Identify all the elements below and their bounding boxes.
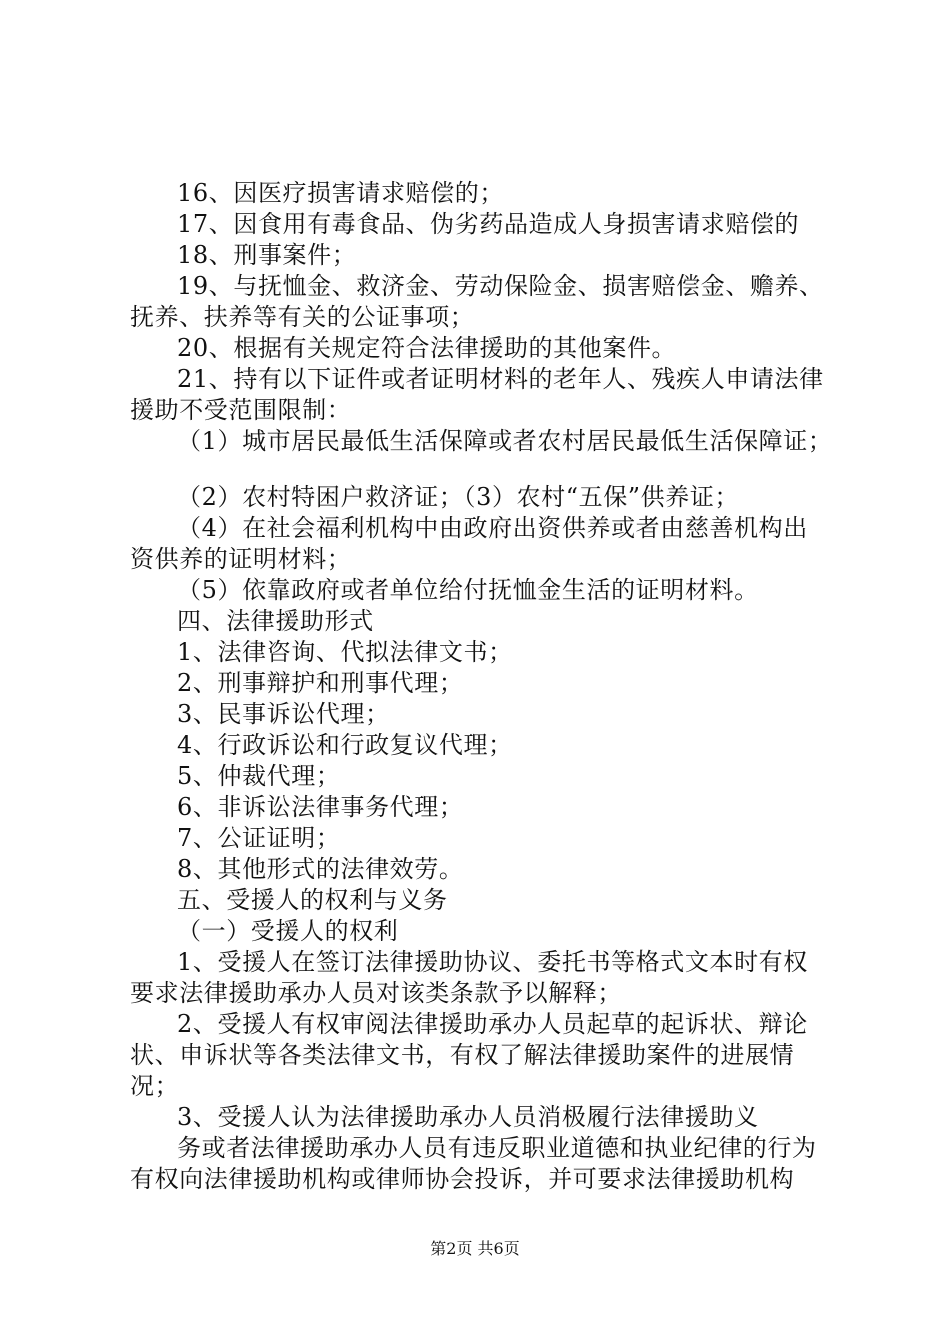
section-heading: 五、受援人的权利与义务 (177, 886, 448, 914)
text-line: 要求法律援助承办人员对该类条款予以解释； (130, 979, 622, 1007)
text-line: 8、其他形式的法律效劳。 (177, 855, 464, 883)
text-line: （2）农村特困户救济证；（3）农村“五保”供养证； (177, 483, 740, 511)
text-line: 2、受援人有权审阅法律援助承办人员起草的起诉状、辩论 (177, 1010, 808, 1038)
text-line: 17、因食用有毒食品、伪劣药品造成人身损害请求赔偿的 (177, 210, 800, 238)
text-line: 资供养的证明材料； (130, 545, 352, 573)
text-line: 16、因医疗损害请求赔偿的； (177, 179, 504, 207)
text-line: 状、申诉状等各类法律文书，有权了解法律援助案件的进展情 (130, 1041, 795, 1069)
text-line: 3、受援人认为法律援助承办人员消极履行法律援助义 (177, 1103, 759, 1131)
text-line: 6、非诉讼法律事务代理； (177, 793, 464, 821)
page-footer: 第2页 共6页 (430, 1239, 520, 1258)
text-line: 20、根据有关规定符合法律援助的其他案件。 (177, 334, 677, 362)
text-line: （5）依靠政府或者单位给付抚恤金生活的证明材料。 (177, 576, 759, 604)
text-line: （1）城市居民最低生活保障或者农村居民最低生活保障证； (177, 427, 833, 455)
text-line: 7、公证证明； (177, 824, 341, 852)
text-line: 援助不受范围限制： (130, 396, 352, 424)
text-line: 务或者法律援助承办人员有违反职业道德和执业纪律的行为 (177, 1134, 817, 1162)
text-line: 18、刑事案件； (177, 241, 357, 269)
text-line: 2、刑事辩护和刑事代理； (177, 669, 464, 697)
text-line: 有权向法律援助机构或律师协会投诉，并可要求法律援助机构 (130, 1165, 795, 1193)
text-line: （4）在社会福利机构中由政府出资供养或者由慈善机构出 (177, 514, 808, 542)
subsection-heading: （一）受援人的权利 (177, 917, 399, 945)
section-heading: 四、法律援助形式 (177, 607, 374, 635)
text-line: 1、法律咨询、代拟法律文书； (177, 638, 513, 666)
text-line: 5、仲裁代理； (177, 762, 341, 790)
text-line: 3、民事诉讼代理； (177, 700, 390, 728)
text-line: 4、行政诉讼和行政复议代理； (177, 731, 513, 759)
text-line: 抚养、扶养等有关的公证事项； (130, 303, 475, 331)
text-line: 况； (130, 1072, 180, 1100)
text-line: 19、与抚恤金、救济金、劳动保险金、损害赔偿金、赡养、 (177, 272, 824, 300)
text-line: 1、受援人在签订法律援助协议、委托书等格式文本时有权 (177, 948, 808, 976)
text-line: 21、持有以下证件或者证明材料的老年人、残疾人申请法律 (177, 365, 824, 393)
